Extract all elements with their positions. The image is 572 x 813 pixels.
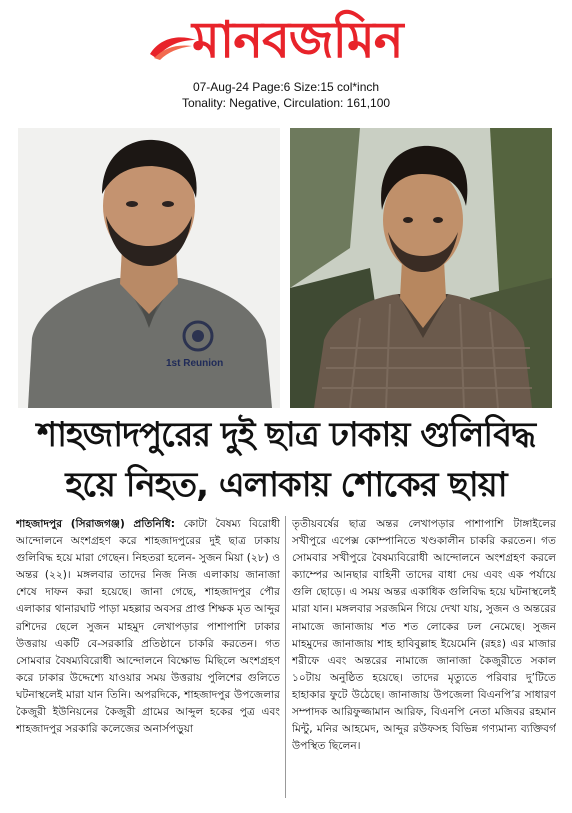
dateline: শাহজাদপুর (সিরাজগঞ্জ) প্রতিনিধি:: [16, 518, 184, 530]
clip-info-line: 07-Aug-24 Page:6 Size:15 col*inch: [192, 80, 380, 94]
shirt-print-text: 1st Reunion: [166, 358, 224, 369]
photo-sujon: [18, 128, 280, 408]
article-column-2: [292, 516, 556, 798]
logo-text: মানবজমিন: [192, 10, 403, 69]
headline: [14, 410, 558, 510]
clip-info-line: Tonality: Negative, Circulation: 161,100: [181, 96, 391, 110]
photo-antor: [290, 128, 552, 408]
article-body: [16, 516, 556, 798]
article-column-1: [16, 516, 280, 798]
headline-line: শাহজাদপুরের দুই ছাত্র ঢাকায় গুলিবিদ্ধ: [36, 415, 536, 455]
column-divider: [285, 516, 286, 798]
article-column-2-text: তৃতীয়বর্ষের ছাত্র অন্তর লেখাপড়ার পাশাপাশি টাঙ্গাইলের সখীপুরে এপেক্স কোম্পানিতে খণ্ডকালীন চাকরি করতেন। গত সোমবার সখীপুরে বৈষম্যবিরোধী আন্দোলনে অংশগ্রহণ করলে ক্যাম্পের আনছার বাহিনী তাদের বাধা দেয় এবং এক পর্যায়ে গুলি ছোড়ে। এ সময় অন্তর একাধিক গুলিবিদ্ধ হয়ে ঘটনাস্থলেই মারা যান। মঙ্গলবার সরজমিন গিয়ে দেখা যায়, সুজন ও অন্তরের নামাজে জানাজায় শত শত লোকের ঢল নেমেছে। সুজন মাহমুদের জানাজায় শাহ হাবিবুল্লাহ ইয়েমেনি (রহঃ) এর মাজার শরীফে এবং অন্তরের নামাজে জানাজা কৈজুরীতে সকাল ১০টায় অনুষ্ঠিত হয়েছে। তাদের মৃত্যুতে পরিবার দু’টিতে হাহাকার ফুটে উঠেছে। জানাজায় উপজেলা বিএনপি’র সাধারণ সম্পাদক আরিফুজ্জামান আরিফ, বিএনপি নেতা মজিবর রহমান মিন্টু, মনির আহমেদ, আব্দুর রউফসহ বিভিন্ন গণ্যমান্য ব্যক্তিবর্গ উপস্থিত ছিলেন।: [292, 518, 556, 753]
logo-swoosh-icon: [148, 34, 198, 60]
masthead: [0, 0, 572, 110]
newspaper-logo: [148, 8, 438, 74]
headline-line: হয়ে নিহত, এলাকায় শোকের ছায়া: [65, 465, 507, 505]
article-column-1-text: কোটা বৈষম্য বিরোধী আন্দোলনে অংশগ্রহণ করে শাহজাদপুরের দুই ছাত্র ঢাকায় গুলিবিদ্ধ হয়ে মারা গেছেন। নিহতরা হলেন- সুজন মিয়া (২৮) ও অন্তর (২২)। মঙ্গলবার তাদের নিজ নিজ এলাকায় জানাজা শেষে দাফন করা হয়েছে। জানা গেছে, শাহজাদপুর পৌর এলাকার থানারঘাট পাড়া মহল্লার অবসর প্রাপ্ত শিক্ষক মৃত আব্দুর রশিদের ছেলে সুজন মাহমুদ লেখাপড়ার পাশাপাশি ঢাকার উত্তরায় একটি বে-সরকারি প্রতিষ্ঠানে চাকরি করতেন। গত সোমবার বৈষম্যবিরোধী আন্দোলনে বিক্ষোভ মিছিলে অংশগ্রহণ করে ঢাকার উদ্দেশ্যে যাওয়ার সময় উত্তরায় পুলিশের গুলিতে ঘটনাস্থলেই মারা যান তিনি। অপরদিকে, শাহজাদপুর উপজেলার কৈজুরী ইউনিয়নের কৈজুরী গ্রামের আব্দুল হকের পুত্র এবং শাহজাদপুর সরকারি কলেজের অনার্সপড়ুয়া: [16, 518, 280, 736]
